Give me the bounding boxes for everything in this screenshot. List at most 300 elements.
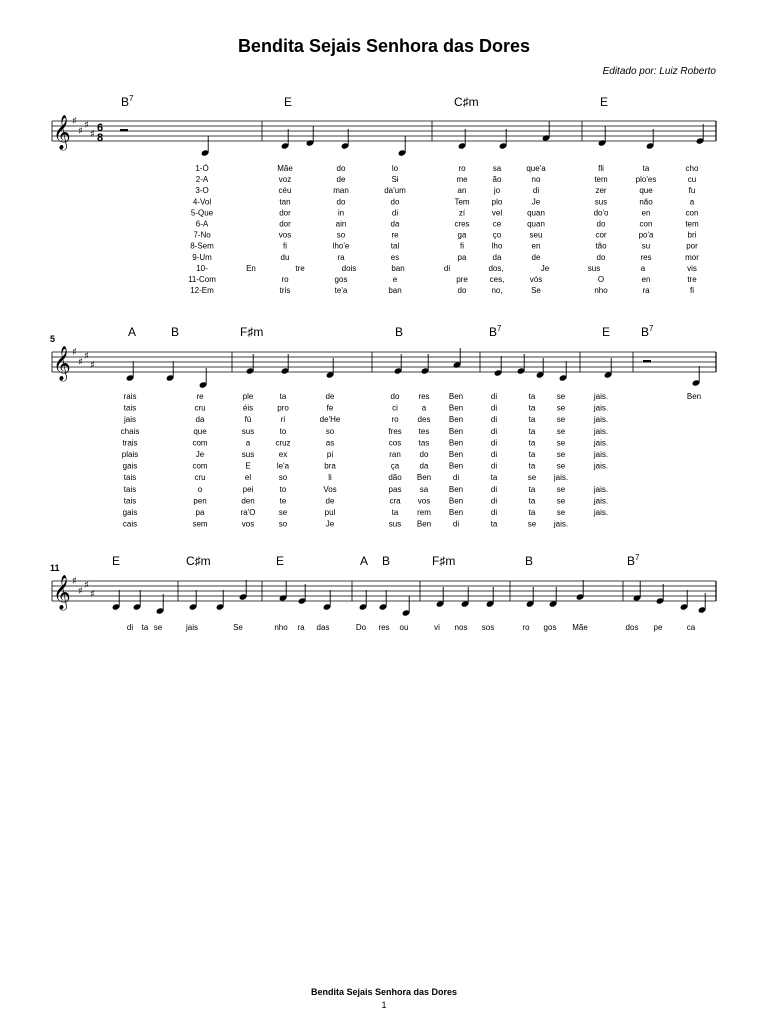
key-signature-sharp: ♯ — [72, 347, 77, 358]
lyric-syllable: Ben — [448, 415, 464, 425]
lyric-syllable: sos — [481, 623, 495, 632]
lyric-syllable: ta — [279, 392, 287, 401]
lyric-syllable: tre — [687, 275, 697, 284]
lyric-syllable: vel — [491, 208, 503, 218]
lyric-syllable: dois — [341, 263, 357, 273]
lyric-syllable: lho'e — [332, 241, 350, 251]
lyric-syllable: jais — [123, 415, 137, 425]
lyric-syllable: ta — [528, 403, 536, 413]
lyric-syllable: 3-O — [195, 186, 209, 196]
lyric-syllable: gais — [122, 508, 138, 517]
chord-symbol: A — [360, 554, 369, 568]
lyric-syllable: ta — [528, 484, 536, 494]
lyric-syllable: ex — [278, 450, 288, 459]
lyric-syllable: ou — [399, 623, 409, 632]
lyric-syllable: el — [244, 473, 252, 483]
lyric-syllable: di — [452, 473, 460, 483]
lyric-syllable: jais. — [593, 438, 609, 448]
lyric-syllable: cor — [595, 230, 607, 240]
lyric-syllable: jais. — [593, 403, 609, 413]
lyric-syllable: di — [490, 426, 498, 436]
lyric-syllable: ta — [528, 496, 536, 506]
song-title: Bendita Sejais Senhora das Dores — [237, 36, 531, 56]
time-signature-top: 6 — [97, 122, 104, 134]
lyric-syllable: Mãe — [277, 164, 293, 173]
lyric-syllable: ple — [242, 392, 254, 401]
lyric-syllable: man — [333, 186, 349, 196]
lyric-syllable: cru — [194, 473, 206, 483]
lyric-syllable: E — [245, 461, 251, 471]
lyric-syllable: jais. — [553, 473, 569, 483]
lyric-syllable: chais — [120, 426, 140, 436]
measure-number-5: 5 — [50, 334, 56, 344]
lyric-syllable: an — [457, 186, 467, 196]
lyric-syllable: Se — [531, 286, 541, 296]
chord-symbol: A — [128, 325, 137, 339]
lyric-syllable: di — [532, 186, 540, 196]
lyric-syllable: trais — [122, 438, 138, 448]
lyric-syllable: das — [316, 623, 330, 632]
lyric-syllable: cos — [388, 438, 402, 448]
lyric-syllable: ta — [141, 623, 149, 632]
lyric-syllable: do — [336, 197, 346, 207]
key-signature-sharp: ♯ — [84, 580, 89, 591]
lyric-syllable: pen — [193, 496, 207, 506]
lyric-syllable: tris — [279, 286, 291, 296]
lyric-syllable: res — [378, 623, 390, 632]
lyric-syllable: di — [490, 392, 498, 401]
lyric-syllable: ta — [528, 426, 536, 436]
key-signature-sharp: ♯ — [78, 357, 83, 368]
lyric-syllable: Ben — [448, 403, 464, 413]
lyric-syllable: ta — [528, 508, 536, 517]
lyric-syllable: su — [641, 241, 651, 251]
lyric-syllable: gos — [334, 275, 348, 284]
lyric-syllable: 9-Um — [192, 252, 212, 262]
lyric-syllable: do — [596, 219, 606, 229]
lyric-syllable: so — [278, 519, 288, 529]
lyric-syllable: Ben — [448, 508, 464, 517]
lyric-syllable: sa — [492, 164, 502, 173]
lyric-syllable: ro — [458, 164, 466, 173]
key-signature-sharp: ♯ — [72, 576, 77, 587]
lyric-syllable: que — [639, 186, 653, 196]
lyric-syllable: zer — [595, 186, 607, 196]
lyric-syllable: se — [527, 519, 537, 529]
lyric-syllable: tem — [685, 219, 699, 229]
lyric-syllable: a — [421, 403, 427, 413]
lyric-syllable: fi — [460, 241, 464, 251]
lyric-syllable: ban — [388, 286, 402, 296]
lyric-syllable: jais — [185, 623, 199, 632]
lyric-syllable: sem — [192, 519, 208, 529]
editor-credit: Editado por: Luiz Roberto — [602, 66, 716, 77]
lyric-syllable: vos — [417, 496, 431, 506]
lyric-syllable: se — [153, 623, 163, 632]
lyric-syllable: ta — [391, 508, 399, 517]
lyric-syllable: pro — [277, 403, 289, 413]
lyric-syllable: não — [639, 197, 653, 207]
lyric-syllable: tal — [390, 241, 400, 251]
lyric-syllable: ain — [335, 219, 347, 229]
lyric-syllable: jais. — [593, 461, 609, 471]
lyric-syllable: en — [531, 241, 541, 251]
lyric-syllable: di — [490, 450, 498, 459]
chord-symbol: B — [171, 325, 180, 339]
lyric-syllable: di — [490, 496, 498, 506]
lyric-syllable: lo — [391, 164, 399, 173]
lyric-syllable: 12-Em — [190, 286, 214, 296]
lyric-syllable: fli — [598, 164, 604, 173]
lyric-syllable: fú — [244, 415, 252, 425]
lyric-syllable: de — [325, 392, 335, 401]
lyric-syllable: tas — [418, 438, 430, 448]
lyric-syllable: jais. — [593, 508, 609, 517]
lyric-syllable: cu — [687, 175, 697, 185]
lyric-syllable: ran — [389, 450, 401, 459]
lyric-syllable: éis — [242, 403, 254, 413]
chord-symbol: $B^7$ — [627, 553, 640, 568]
lyric-syllable: Ben — [448, 438, 464, 448]
lyric-syllable: da — [419, 461, 429, 471]
lyric-syllable: di — [490, 484, 498, 494]
lyric-syllable: den — [241, 496, 255, 506]
lyric-syllable: di — [126, 623, 134, 632]
lyric-syllable: con — [639, 219, 653, 229]
chord-symbol: $B^7$ — [641, 324, 654, 339]
lyric-syllable: po'a — [638, 230, 654, 240]
lyric-syllable: te — [279, 496, 287, 506]
lyric-syllable: 4-Vol — [192, 197, 212, 207]
lyric-syllable: 8-Sem — [190, 241, 214, 251]
lyric-syllable: voz — [278, 175, 292, 185]
lyric-syllable: fi — [690, 286, 694, 296]
lyric-syllable: se — [556, 484, 566, 494]
lyric-syllable: pre — [456, 275, 468, 284]
lyric-syllable: dor — [279, 208, 291, 218]
lyric-syllable: ri — [280, 415, 286, 425]
lyric-syllable: es — [390, 252, 400, 262]
lyric-syllable: 10- — [196, 263, 208, 273]
lyric-syllable: ta — [528, 450, 536, 459]
lyric-syllable: ci — [392, 403, 398, 413]
lyric-syllable: 1-Ó — [195, 164, 209, 173]
lyric-syllable: re — [196, 392, 204, 401]
lyric-syllable: vos — [241, 519, 255, 529]
lyric-syllable: li — [328, 473, 332, 483]
lyric-syllable: se — [556, 426, 566, 436]
lyric-syllable: rem — [417, 508, 431, 517]
lyric-syllable: sus — [241, 450, 255, 459]
lyric-syllable: ta — [528, 415, 536, 425]
lyric-syllable: ça — [390, 461, 400, 471]
lyric-syllable: do — [596, 252, 606, 262]
lyric-syllable: dor — [279, 219, 291, 229]
key-signature-sharp: ♯ — [84, 120, 89, 131]
lyric-syllable: tre — [295, 263, 305, 273]
lyric-syllable: vos — [278, 230, 292, 240]
lyric-syllable: pul — [324, 508, 336, 517]
lyric-syllable: jais. — [593, 484, 609, 494]
key-signature-sharp: ♯ — [90, 360, 95, 371]
lyric-syllable: de — [325, 496, 335, 506]
lyric-syllable: cais — [122, 519, 138, 529]
lyric-syllable: do — [390, 197, 400, 207]
lyric-syllable: de — [531, 252, 541, 262]
lyric-syllable: Ben — [416, 519, 432, 529]
lyric-syllable: ra — [337, 252, 345, 262]
lyric-syllable: tan — [279, 197, 291, 207]
lyric-syllable: plo'es — [635, 175, 657, 185]
lyric-syllable: Je — [195, 450, 205, 459]
chord-symbol: E — [600, 95, 609, 109]
lyric-syllable: Je — [325, 519, 335, 529]
lyric-syllable: sus — [594, 197, 608, 207]
lyric-syllable: 2-A — [195, 175, 209, 185]
lyric-syllable: so — [278, 473, 288, 483]
key-signature-sharp: ♯ — [84, 351, 89, 362]
lyric-syllable: di — [452, 519, 460, 529]
lyric-syllable: gais — [122, 461, 138, 471]
lyric-syllable: do'o — [593, 208, 609, 218]
lyric-syllable: tais — [123, 473, 137, 483]
lyric-syllable: que'a — [526, 164, 546, 173]
lyric-syllable: ão — [492, 175, 502, 185]
key-signature-sharp: ♯ — [72, 116, 77, 127]
chord-symbol: F♯m — [240, 325, 264, 339]
lyric-syllable: 7-No — [193, 230, 211, 240]
lyric-syllable: ra — [642, 286, 650, 296]
lyric-syllable: tais — [123, 484, 137, 494]
lyric-syllable: da'um — [384, 186, 406, 196]
lyric-syllable: Tem — [454, 197, 470, 207]
lyric-syllable: 5-Que — [190, 208, 214, 218]
lyric-syllable: as — [325, 438, 335, 448]
chord-symbol: F♯m — [432, 554, 456, 568]
lyric-syllable: da — [390, 219, 400, 229]
lyric-syllable: Mãe — [572, 623, 588, 632]
lyric-syllable: que — [193, 426, 207, 436]
lyric-syllable: pe — [653, 623, 663, 632]
footer-title: Bendita Sejais Senhora das Dores — [310, 987, 458, 997]
lyric-syllable: gos — [543, 623, 557, 632]
treble-clef-icon: 𝄞 — [53, 575, 71, 610]
lyric-syllable: jais. — [553, 519, 569, 529]
lyric-syllable: di — [490, 461, 498, 471]
chord-symbol: E — [276, 554, 285, 568]
lyric-syllable: por — [686, 241, 698, 251]
lyric-syllable: jais. — [593, 415, 609, 425]
lyric-syllable: te'a — [334, 286, 348, 296]
lyric-syllable: du — [280, 252, 290, 262]
time-signature-bottom: 8 — [97, 132, 104, 144]
lyric-syllable: se — [556, 508, 566, 517]
treble-clef-icon: 𝄞 — [53, 346, 71, 381]
half-rest-icon — [643, 360, 651, 363]
lyric-syllable: da — [492, 252, 502, 262]
key-signature-sharp: ♯ — [78, 126, 83, 137]
lyric-syllable: Je — [540, 263, 550, 273]
chord-symbol: C♯m — [454, 95, 479, 109]
lyric-syllable: se — [556, 461, 566, 471]
chord-symbol: B — [382, 554, 391, 568]
lyric-syllable: rais — [123, 392, 137, 401]
lyric-syllable: ga — [457, 230, 467, 240]
lyric-syllable: cres — [454, 219, 470, 229]
chord-symbol: E — [112, 554, 121, 568]
lyric-syllable: En — [246, 263, 256, 273]
lyric-syllable: a — [640, 263, 646, 273]
half-rest-icon — [120, 129, 128, 132]
lyric-syllable: ta — [490, 473, 498, 483]
lyric-syllable: zí — [458, 208, 466, 218]
lyric-syllable: de — [336, 175, 346, 185]
lyric-syllable: fe — [326, 403, 334, 413]
lyric-syllable: ta — [528, 392, 536, 401]
lyric-syllable: plais — [121, 450, 139, 459]
lyric-syllable: Ben — [448, 461, 464, 471]
lyric-syllable: sa — [419, 484, 429, 494]
lyric-syllable: di — [443, 263, 451, 273]
lyric-syllable: ro — [522, 623, 530, 632]
lyric-syllable: nos — [454, 623, 468, 632]
key-signature-sharp: ♯ — [90, 129, 95, 140]
lyric-syllable: re — [391, 230, 399, 240]
lyric-syllable: vós — [529, 275, 543, 284]
lyric-syllable: con — [685, 208, 699, 218]
lyric-syllable: ta — [528, 438, 536, 448]
chord-symbol: $B^7$ — [121, 94, 134, 109]
lyric-syllable: to — [279, 426, 287, 436]
lyric-syllable: fu — [688, 186, 696, 196]
lyric-syllable: de'He — [319, 415, 341, 425]
lyric-syllable: di — [391, 208, 399, 218]
lyric-syllable: pei — [242, 484, 254, 494]
lyric-syllable: vi — [434, 623, 440, 632]
lyric-syllable: Vos — [323, 484, 337, 494]
chord-symbol: B — [395, 325, 404, 339]
lyric-syllable: nho — [594, 286, 608, 296]
notes-layer — [112, 121, 707, 617]
lyric-syllable: plo — [491, 197, 503, 207]
key-signature-sharp: ♯ — [90, 589, 95, 600]
lyric-syllable: fi — [283, 241, 287, 251]
lyric-syllable: jo — [493, 186, 501, 196]
lyric-syllable: do — [457, 286, 467, 296]
lyric-syllable: di — [490, 415, 498, 425]
lyric-syllable: cru — [194, 403, 206, 413]
lyric-syllable: jais. — [593, 450, 609, 459]
lyric-syllable: nho — [274, 623, 288, 632]
lyric-syllable: Do — [355, 623, 367, 632]
lyric-syllable: ra'O — [240, 508, 256, 517]
lyric-syllable: cra — [389, 496, 401, 506]
lyric-syllable: céu — [278, 186, 292, 196]
lyric-syllable: quan — [527, 219, 545, 229]
lyric-syllable: di — [490, 438, 498, 448]
lyric-syllable: ra — [297, 623, 305, 632]
lyric-syllable: com — [192, 438, 208, 448]
lyric-syllable: Se — [233, 623, 243, 632]
lyric-syllable: pa — [195, 508, 205, 517]
lyric-syllable: ro — [281, 275, 289, 284]
lyric-syllable: sus — [241, 426, 255, 436]
lyric-syllable: des — [417, 415, 431, 425]
treble-clef-icon: 𝄞 — [53, 115, 71, 150]
chord-symbol: $B^7$ — [489, 324, 502, 339]
measure-number-11: 11 — [50, 563, 60, 573]
lyric-syllable: se — [556, 438, 566, 448]
lyric-syllable: Ben — [448, 426, 464, 436]
lyric-syllable: ces, — [489, 275, 505, 284]
lyric-syllable: so — [325, 426, 335, 436]
lyric-syllable: bra — [324, 461, 336, 471]
lyric-syllable: jais. — [593, 496, 609, 506]
lyric-syllable: ro — [391, 415, 399, 425]
lyric-syllable: a — [245, 438, 251, 448]
lyric-syllable: Ben — [448, 484, 464, 494]
lyric-syllable: se — [278, 508, 288, 517]
lyric-syllable: se — [556, 496, 566, 506]
lyric-syllable: sus — [587, 263, 601, 273]
lyric-syllable: se — [527, 473, 537, 483]
lyric-syllable: seu — [529, 230, 543, 240]
lyric-syllable: di — [490, 508, 498, 517]
lyric-syllable: res — [640, 252, 652, 262]
lyric-syllable: vis — [687, 263, 697, 273]
lyric-syllable: to — [279, 484, 287, 494]
lyric-syllable: e — [392, 275, 398, 284]
lyric-syllable: no, — [491, 286, 503, 296]
lyric-syllable: so — [336, 230, 346, 240]
lyric-syllable: me — [456, 175, 468, 185]
lyric-syllable: pi — [326, 450, 334, 459]
lyric-syllable: cho — [685, 164, 699, 173]
lyric-syllable: se — [556, 450, 566, 459]
clefs-layer — [53, 115, 103, 611]
lyric-syllable: lho — [491, 241, 503, 251]
lyric-syllable: tais — [123, 403, 137, 413]
lyric-syllable: ban — [391, 263, 405, 273]
lyric-syllable: le'a — [276, 461, 290, 471]
chord-symbol: C♯m — [186, 554, 211, 568]
lyric-syllable: ce — [492, 219, 502, 229]
lyric-syllable: Ben — [686, 392, 702, 401]
lyric-syllable: ta — [490, 519, 498, 529]
chord-symbol: E — [602, 325, 611, 339]
lyric-syllable: dos — [625, 623, 639, 632]
lyric-syllable: Ben — [416, 473, 432, 483]
lyric-syllable: do — [336, 164, 346, 173]
lyric-syllable: ço — [492, 230, 502, 240]
lyric-syllable: mor — [685, 252, 699, 262]
lyric-syllable: ta — [528, 461, 536, 471]
chord-symbol: E — [284, 95, 293, 109]
lyric-syllable: ca — [686, 623, 696, 632]
lyric-syllable: com — [192, 461, 208, 471]
lyric-syllable: 11-Com — [188, 275, 216, 284]
lyric-syllable: Si — [391, 175, 399, 185]
lyric-syllable: se — [556, 415, 566, 425]
lyric-syllable: en — [641, 275, 651, 284]
lyric-syllable: se — [556, 403, 566, 413]
lyric-syllable: pa — [457, 252, 467, 262]
lyric-syllable: ta — [642, 164, 650, 173]
lyric-syllable: dos, — [488, 263, 504, 273]
lyric-syllable: o — [197, 484, 203, 494]
lyric-syllable: do — [390, 392, 400, 401]
lyric-syllable: en — [641, 208, 651, 218]
